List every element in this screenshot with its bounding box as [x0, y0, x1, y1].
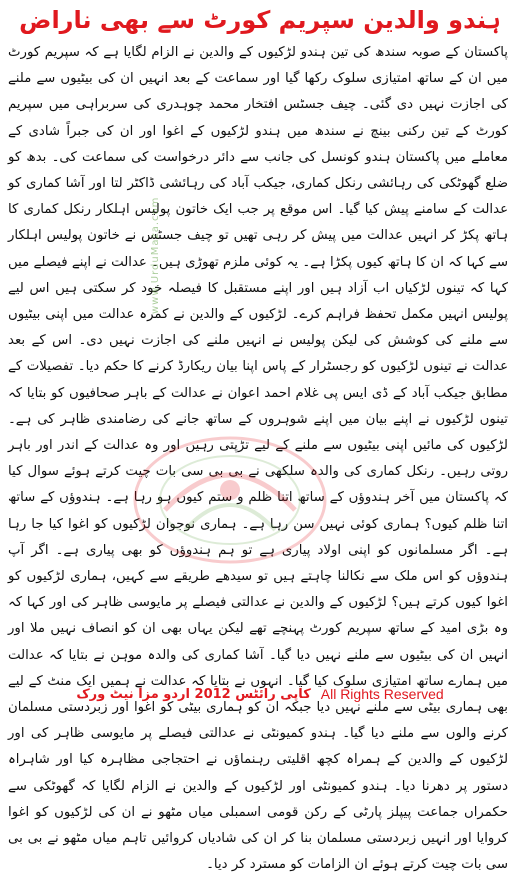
- footer-copyright: کاپی رائٹس 2012 اردو مزا نیٹ ورک: [76, 686, 311, 702]
- watermark-site-text: www.UrduMaza.com: [150, 196, 161, 314]
- article-body: پاکستان کے صوبہ سندھ کی تین ہندو لڑکیوں کے والدین نے الزام لگایا ہے کہ سپریم کورٹ میں ان کے ساتھ امتیازی سلوک رکھا گیا اور سماعت کے بعد انہیں ان کی بیٹیوں سے ملنے کی اجازت نہیں دی گئی۔ چیف جسٹس افتخار محمد چوہدری کی سربراہی میں سپریم کورٹ کے تین رکنی بینچ نے سندھ میں ہندو لڑکیوں کے اغوا اور ان کی جبراً شادی کے معاملے میں پاکستان ہندو کونسل کی جانب سے دائر درخواست کی سماعت کی۔ بدھ کو ضلع گھوٹکی کی رہائشی رنکل کماری، جیکب آباد کی رہائشی ڈاکٹر لتا اور آشا کماری کو عدالت کے سامنے پیش کیا گیا۔ اس موقع پر جب ایک خاتون پولیس اہلکار رنکل کماری کا ہاتھ پکڑ کر انہیں عدالت میں پیش کر رہی تھیں تو چیف جسٹس نے خاتون پولیس اہلکار سے کہا کہ ان کا ہاتھ کیوں پکڑا ہے۔ یہ کوئی ملزم تھوڑی ہیں۔ عدالت نے اپنے فیصلے میں کہا کہ تینوں لڑکیاں اب آزاد ہیں اور اپنے مستقبل کا فیصلہ خود کر سکتی ہیں اس لیے پولیس انہیں مکمل تحفظ فراہم کرے۔ لڑکیوں کے والدین نے کمرہ عدالت میں اپنی بیٹیوں سے ملنے کی کوشش کی لیکن پولیس نے انہیں ملنے کی اجازت نہیں دی۔ اس کے بعد عدالت نے تینوں لڑکیوں کو رجسٹرار کے پاس اپنا بیان ریکارڈ کرنے کا حکم دیا۔ تفصیلات کے مطابق جیکب آباد کے ڈی ایس پی غلام احمد اعوان نے عدالت کے باہر صحافیوں کو بتایا کہ تینوں لڑکیوں نے اپنے بیان میں اپنے شوہروں کے ساتھ جانے کی رضامندی ظاہر کی ہے۔ لڑکیوں کی مائیں اپنی بیٹیوں سے ملنے کے لیے تڑپتی رہیں اور وہ عدالت کے اندر اور باہر روتی رہیں۔ رنکل کماری کی والدہ سلکھی نے بی بی سی بات چیت کرتے ہوئے سوال کیا کہ پاکستان میں آخر ہندوؤں کے ساتھ اتنا ظلم و ستم کیوں ہو رہا ہے۔ ہندوؤں کے ساتھ اتنا ظلم کیوں؟ ہماری کوئی نہیں سن رہا ہے۔ ہماری نوجوان لڑکیوں کو اغوا کیا جا رہا ہے۔ اگر مسلمانوں کو اپنی اولاد پیاری ہے تو ہم ہندوؤں کو بھی پیاری ہے۔ اگر آپ ہندوؤں کو اس ملک سے نکالنا چاہتے ہیں تو سیدھے طریقے سے کہیں، ہماری لڑکیوں کو اغوا کیوں کرتے ہیں؟ لڑکیوں کے والدین نے عدالتی فیصلے پر مایوسی ظاہر کی اور کہا کہ وہ بڑی امید کے ساتھ سپریم کورٹ پہنچے تھے لیکن یہاں بھی ان کو انصاف نہیں ملا اور انہیں ان کی بیٹیوں سے ملنے نہیں دیا گیا۔ آشا کماری کی والدہ موہن نے بتایا کہ عدالت میں ہمارے ساتھ امتیازی سلوک کیا گیا۔ انہوں نے بتایا کہ عدالت نے ہمیں ایک منٹ کے لیے بھی ہماری بیٹی سے ملنے نہیں دیا جبکہ ان کو ہماری بیٹی کو اغوا اور زبردستی مسلمان کرنے والوں سے ملنے دیا گیا۔ ہندو کمیونٹی نے عدالتی فیصلے پر مایوسی ظاہر کی اور لڑکیوں کے والدین کے ہمراہ کچھ اقلیتی رہنماؤں نے احتجاجی مظاہرہ کیا اور شاہراہ دستور پر دھرنا دیا۔ ہندو کمیونٹی اور لڑکیوں کے والدین نے الزام لگایا کہ گھوٹکی سے حکمراں جماعت پیپلز پارٹی کے رکن قومی اسمبلی میاں مٹھو نے ان کی لڑکیوں کو اغوا کروایا اور انہیں زبردستی مسلمان بنا کر ان کی شادیاں کروائیں تاہم میاں مٹھو نے بی بی سی بات چیت کرتے ہوئے ان الزامات کو مسترد کر دیا۔: [8, 45, 508, 873]
- article-headline: ہندو والدین سپریم کورٹ سے بھی ناراض: [19, 6, 501, 34]
- footer: [0, 678, 520, 710]
- footer-rights-reserved: All Rights Reserved: [320, 686, 444, 702]
